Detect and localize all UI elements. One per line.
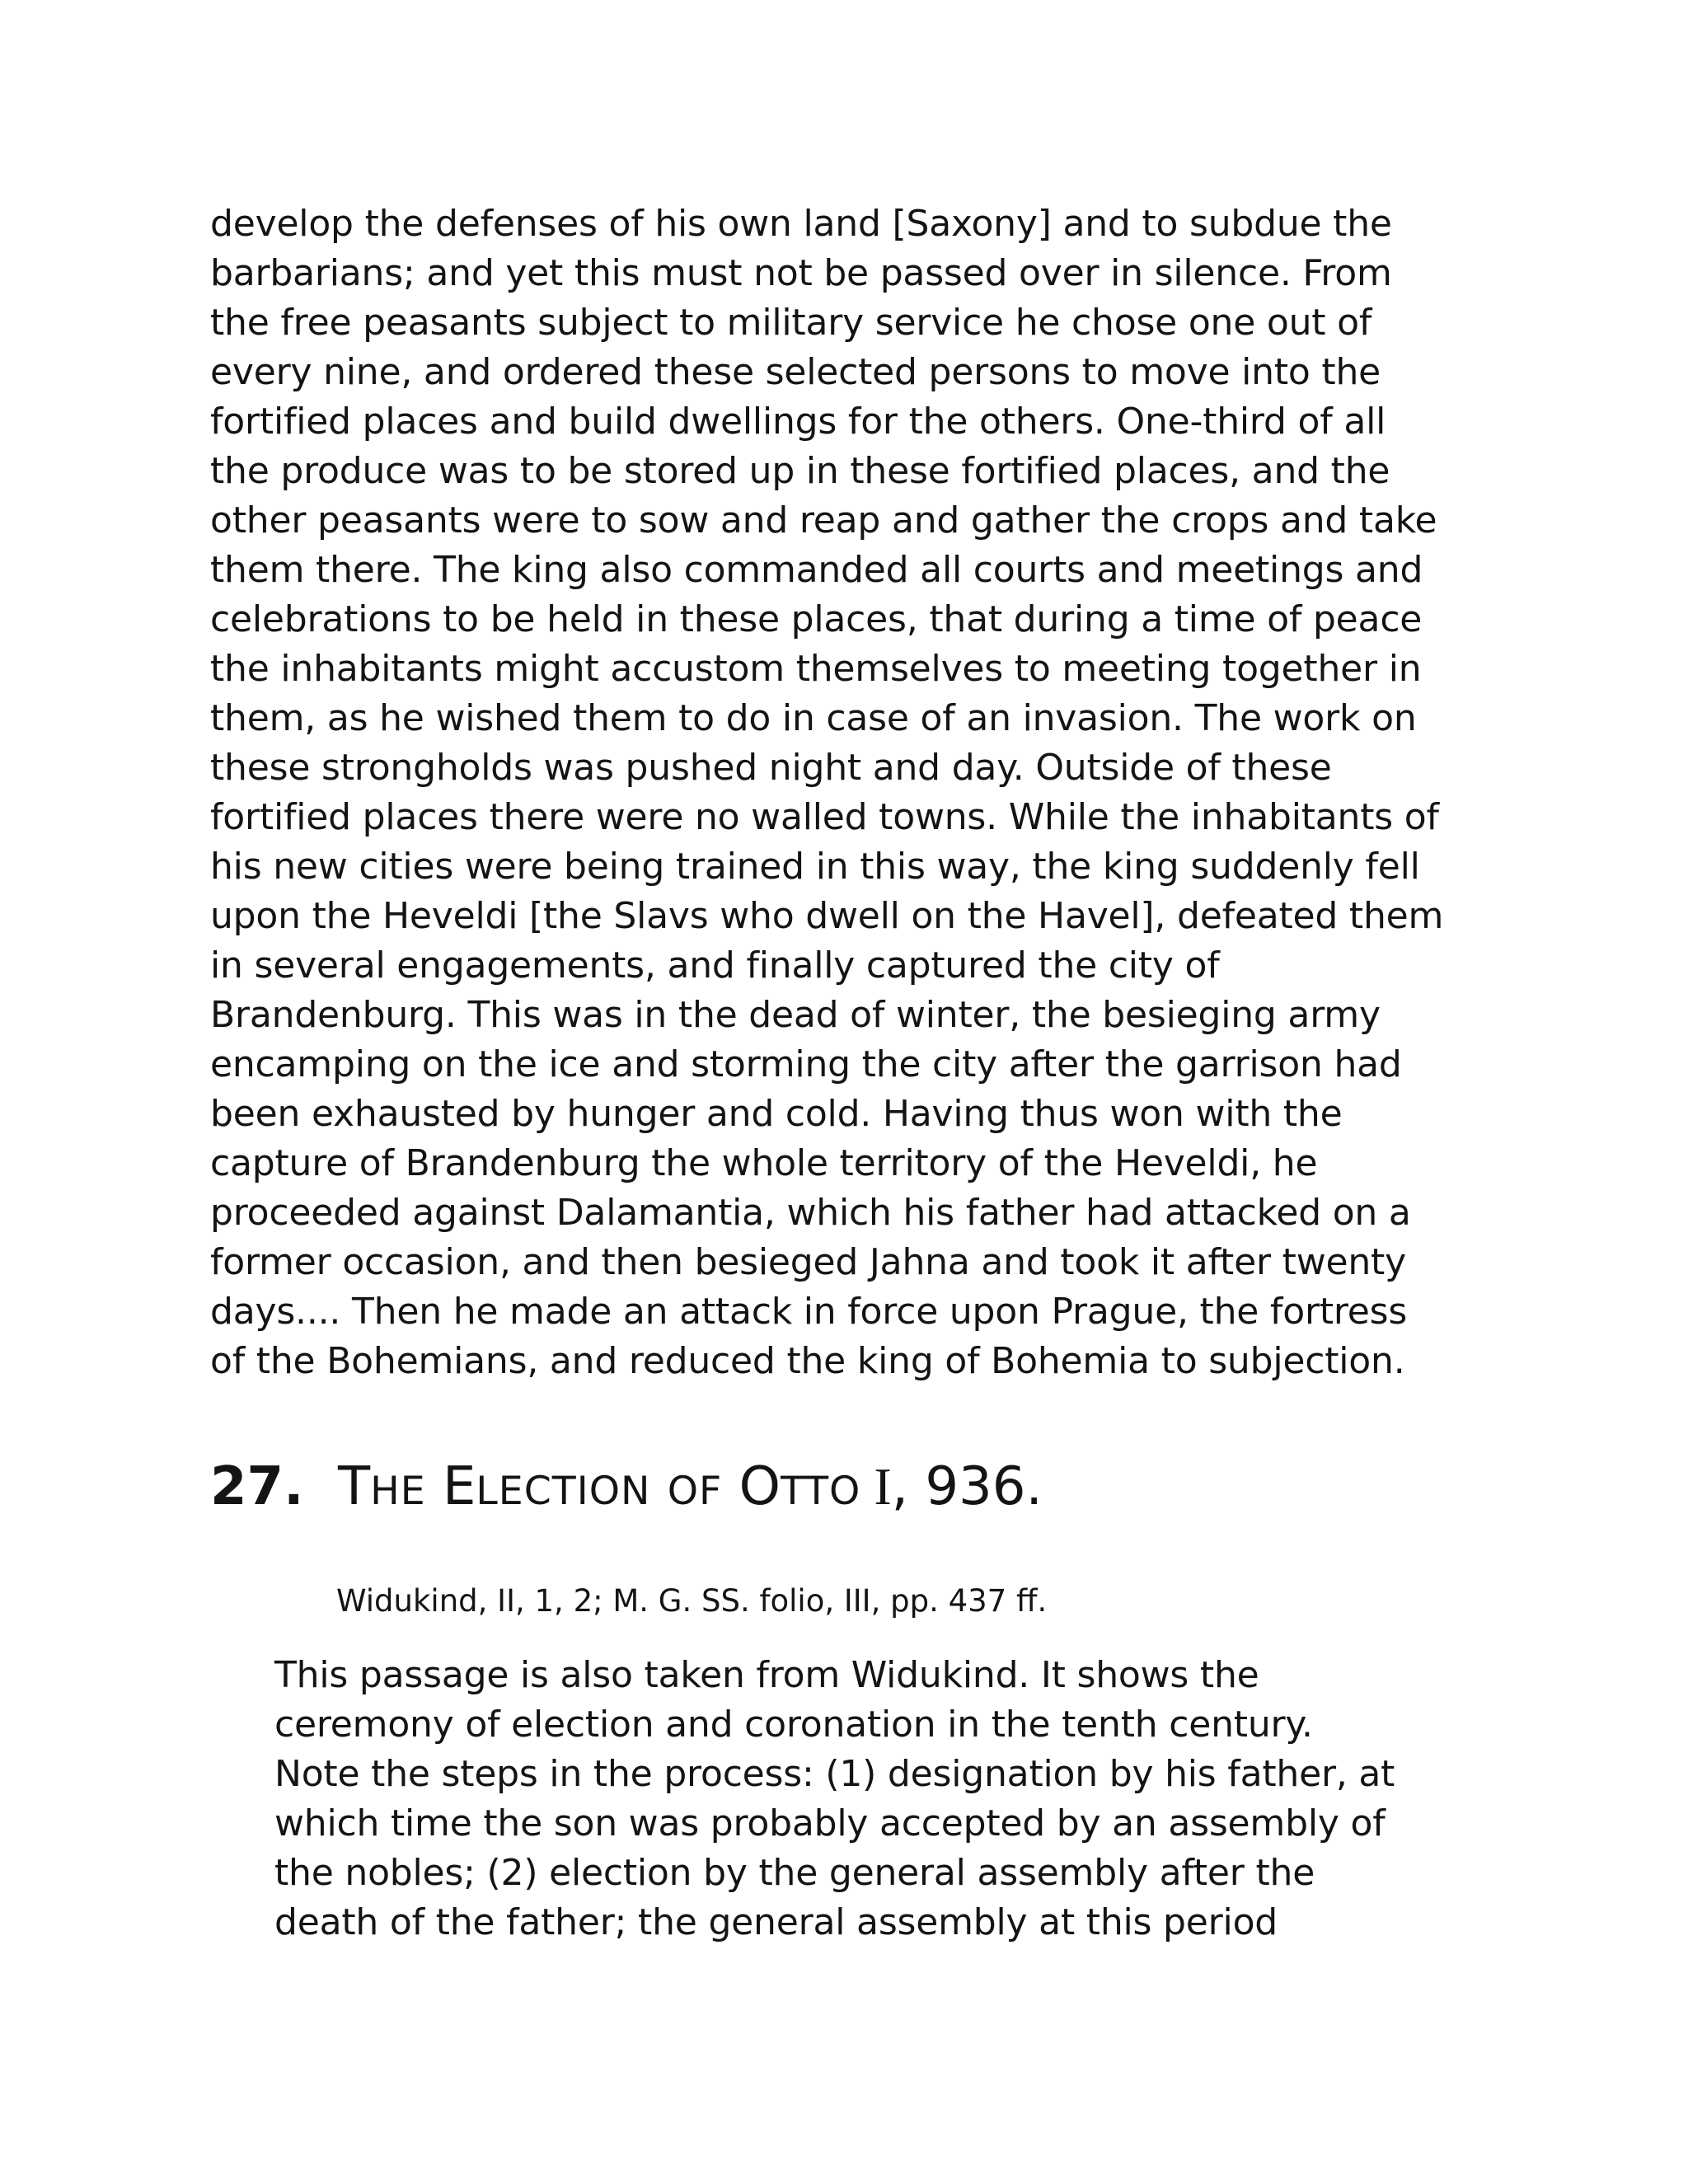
source-citation: Widukind, II, 1, 2; M. G. SS. folio, III, pp. 437 ff. xyxy=(336,1583,1048,1619)
passage-line: other peasants were to sow and reap and gather the crops and take xyxy=(210,499,1437,541)
passage-line: fortified places there were no walled towns. While the inhabitants of xyxy=(210,796,1439,838)
section-title-part xyxy=(650,1456,667,1517)
passage-line: upon the Heveldi [the Slavs who dwell on the Havel], defeated them xyxy=(210,895,1444,937)
section-title-part: OF xyxy=(667,1469,723,1514)
passage-line: former occasion, and then besieged Jahna and took it after twenty xyxy=(210,1241,1406,1283)
section-title-part: HE xyxy=(370,1469,426,1514)
section-heading xyxy=(210,1454,1043,1525)
passage-line: days.... Then he made an attack in force upon Prague, the fortress xyxy=(210,1291,1408,1333)
intro-line: death of the father; the general assembly at this period xyxy=(274,1901,1278,1943)
passage-line: been exhausted by hunger and cold. Having thus won with the xyxy=(210,1093,1343,1135)
passage-line: them, as he wished them to do in case of an invasion. The work on xyxy=(210,697,1417,739)
section-title-part: LECTION xyxy=(476,1469,651,1514)
passage-line: the produce was to be stored up in these fortified places, and the xyxy=(210,450,1390,492)
intro-line: Note the steps in the process: (1) designation by his father, at xyxy=(274,1753,1395,1795)
passage-line: celebrations to be held in these places, that during a time of peace xyxy=(210,598,1423,640)
intro-line: ceremony of election and coronation in the tenth century. xyxy=(274,1704,1313,1746)
section-number: 27. xyxy=(210,1456,304,1517)
intro-line: which time the son was probably accepted by an assembly of xyxy=(274,1802,1386,1844)
passage-line: the inhabitants might accustom themselves to meeting together in xyxy=(210,648,1422,690)
section-title-part: , 936. xyxy=(891,1456,1043,1517)
passage-line: proceeded against Dalamantia, which his father had attacked on a xyxy=(210,1192,1411,1234)
intro-line: This passage is also taken from Widukind. It shows the xyxy=(274,1654,1259,1696)
passage-line: barbarians; and yet this must not be passed over in silence. From xyxy=(210,252,1392,294)
passage-line: Brandenburg. This was in the dead of winter, the besieging army xyxy=(210,994,1381,1036)
passage-line: the free peasants subject to military service he chose one out of xyxy=(210,302,1372,344)
passage-line: develop the defenses of his own land [Saxony] and to subdue the xyxy=(210,203,1392,245)
passage-line: every nine, and ordered these selected persons to move into the xyxy=(210,351,1381,393)
intro-line: the nobles; (2) election by the general assembly after the xyxy=(274,1852,1315,1894)
section-title-part: TTO xyxy=(781,1469,861,1514)
section-title xyxy=(338,1456,1043,1517)
section-title-part: T xyxy=(338,1456,371,1517)
passage-line: of the Bohemians, and reduced the king of Bohemia to subjection. xyxy=(210,1340,1405,1382)
section-title-part: I xyxy=(860,1457,892,1516)
passage-line: encamping on the ice and storming the city after the garrison had xyxy=(210,1043,1402,1085)
passage-line: in several engagements, and finally captured the city of xyxy=(210,944,1220,987)
section-title-part: O xyxy=(722,1456,781,1517)
passage-line: them there. The king also commanded all courts and meetings and xyxy=(210,549,1423,591)
passage-line: his new cities were being trained in this way, the king suddenly fell xyxy=(210,846,1420,888)
passage-line: these strongholds was pushed night and day. Outside of these xyxy=(210,747,1332,789)
passage-line: fortified places and build dwellings for the others. One-third of all xyxy=(210,401,1386,443)
passage-line: capture of Brandenburg the whole territory of the Heveldi, he xyxy=(210,1142,1318,1184)
section-title-part: E xyxy=(425,1456,476,1517)
